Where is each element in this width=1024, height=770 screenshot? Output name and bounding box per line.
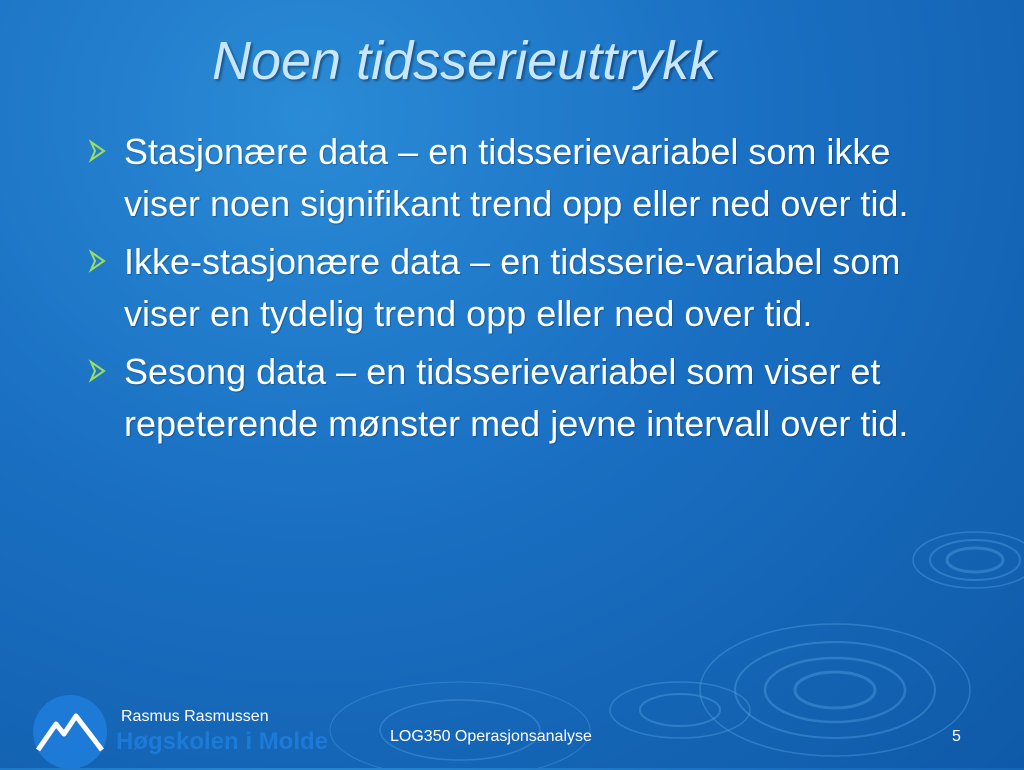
institution-name: Høgskolen i Molde [116, 728, 329, 755]
bullet-item [86, 126, 926, 230]
bullet-text: Ikke-stasjonære data – en tidsserie-variabel som viser en tydelig trend opp eller ned over tid. [124, 241, 901, 334]
chevron-right-icon [86, 359, 110, 383]
bullet-list [86, 126, 926, 456]
mountain-logo-icon [32, 694, 108, 770]
chevron-right-icon [86, 249, 110, 273]
bullet-text: Sesong data – en tidsserievariabel som viser et repeterende mønster med jevne intervall over tid. [124, 351, 909, 444]
bullet-item [86, 236, 926, 340]
course-name: LOG350 Operasjonsanalyse [390, 728, 592, 745]
chevron-right-icon [86, 139, 110, 163]
bullet-text: Stasjonære data – en tidsserievariabel som ikke viser noen signifikant trend opp eller ned over tid. [124, 131, 909, 224]
page-number: 5 [952, 728, 961, 745]
institution-logo [32, 690, 332, 764]
slide-title: Noen tidsserieuttrykk [212, 31, 717, 91]
author-name: Rasmus Rasmussen [121, 708, 269, 725]
bullet-item [86, 346, 926, 450]
